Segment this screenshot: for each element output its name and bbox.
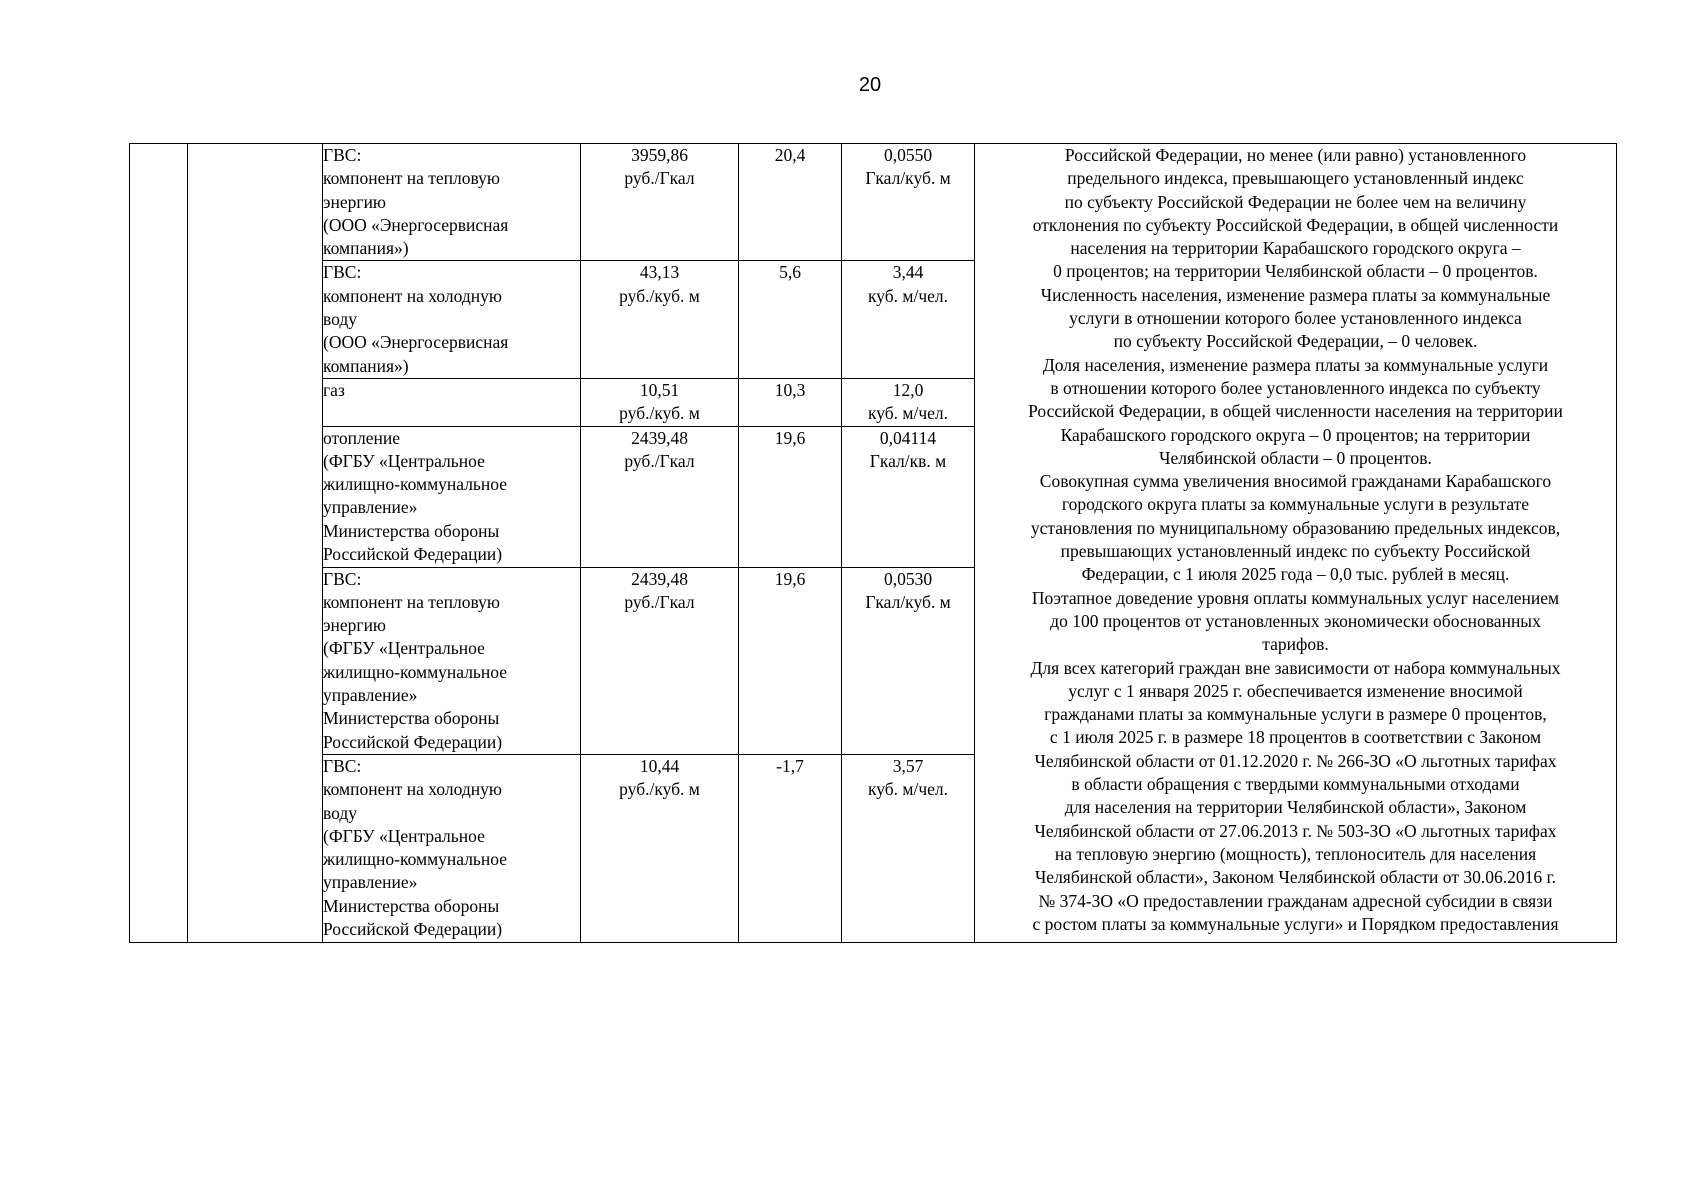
description-line: Российской Федерации, в общей численности населения на территории (1028, 401, 1563, 422)
description-line: тарифов. (1262, 634, 1329, 655)
index-cell (739, 144, 842, 261)
index-cell-text: -1,7 (776, 755, 804, 776)
volume-cell (842, 144, 975, 261)
description-line: Численность населения, изменение размера платы за коммунальные (1040, 284, 1551, 305)
tariff-cell-line: руб./Гкал (624, 168, 695, 189)
description-line: Челябинской области от 27.06.2013 г. № 503-ЗО «О льготных тарифах (1034, 820, 1557, 841)
description-line: Поэтапное доведение уровня оплаты коммунальных услуг населением (1031, 587, 1560, 608)
description-line: Челябинской области – 0 процентов. (1159, 447, 1432, 468)
description-line: в отношении которого более установленного индекса по субъекту (1050, 377, 1541, 398)
description-line: отклонения по субъекту Российской Федерации, в общей численности (1032, 214, 1559, 235)
tariff-cell-line: 2439,48 (631, 427, 688, 448)
volume-cell (842, 754, 975, 942)
service-cell-line: компонент на холодную (323, 285, 502, 306)
description-line: с ростом платы за коммунальные услуги» и Порядком предоставления (1032, 913, 1559, 934)
description-line: Карабашского городского округа – 0 процентов; на территории (1060, 424, 1531, 445)
volume-cell-line: Гкал/куб. м (865, 591, 951, 612)
description-line: до 100 процентов от установленных экономически обоснованных (1050, 610, 1541, 631)
description-line: Челябинской области от 01.12.2020 г. № 266-ЗО «О льготных тарифах (1034, 750, 1557, 771)
tariff-cell (581, 567, 739, 754)
service-cell-line: Министерства обороны (323, 520, 500, 541)
service-cell-line: ГВС: (323, 145, 362, 165)
tariff-cell-line: 2439,48 (631, 568, 688, 589)
volume-cell-line: Гкал/куб. м (865, 168, 951, 189)
tariff-cell (581, 378, 739, 426)
volume-cell-line: 3,44 (892, 262, 924, 283)
index-cell-text: 20,4 (774, 145, 806, 165)
index-cell (739, 378, 842, 426)
empty-municipality-cell (188, 144, 323, 943)
service-cell-line: Министерства обороны (323, 708, 500, 729)
index-cell-text: 19,6 (774, 568, 806, 589)
service-cell-line: (ФГБУ «Центральное (323, 450, 485, 471)
description-line: услуг с 1 января 2025 г. обеспечивается изменение вносимой (1068, 680, 1523, 701)
tariff-cell-line: 10,44 (639, 755, 680, 776)
description-line: населения на территории Карабашского городского округа – (1070, 238, 1521, 259)
service-cell-line: ГВС: (323, 755, 362, 776)
empty-number-cell (130, 144, 188, 943)
index-cell (739, 261, 842, 378)
service-cell-line: отопление (323, 427, 401, 448)
volume-cell-line: 0,04114 (879, 427, 937, 448)
service-cell-line: энергию (323, 615, 387, 636)
description-line: для населения на территории Челябинской области», Законом (1064, 797, 1527, 818)
description-line: по субъекту Российской Федерации не более чем на величину (1064, 191, 1527, 212)
tariff-cell-line: руб./куб. м (619, 285, 700, 306)
service-cell-line: (ООО «Энергосервисная (323, 332, 509, 353)
volume-cell-line: 3,57 (892, 755, 924, 776)
index-cell (739, 567, 842, 754)
volume-cell (842, 567, 975, 754)
volume-cell-line: 12,0 (892, 379, 924, 400)
service-cell-line: компания») (323, 238, 409, 259)
service-cell-line: энергию (323, 191, 387, 212)
page-number: 20 (858, 74, 882, 96)
service-cell-line: Российской Федерации) (323, 544, 503, 565)
service-cell-line: ГВС: (323, 262, 362, 283)
description-line: Совокупная сумма увеличения вносимой гражданами Карабашского (1039, 471, 1552, 492)
service-cell (323, 567, 581, 754)
tariff-cell-line: 3959,86 (631, 145, 688, 165)
description-line: № 374-ЗО «О предоставлении гражданам адресной субсидии в связи (1038, 890, 1553, 911)
tariff-cell-line: руб./Гкал (624, 450, 695, 471)
service-cell (323, 378, 581, 426)
service-cell (323, 426, 581, 567)
volume-cell-line: 0,0550 (883, 145, 933, 165)
tariff-cell-line: 43,13 (639, 262, 680, 283)
service-cell-line: жилищно-коммунальное (323, 661, 507, 682)
description-line: гражданами платы за коммунальные услуги в размере 0 процентов, (1044, 704, 1547, 725)
service-cell-line: газ (323, 379, 345, 400)
table-body (130, 144, 1617, 943)
tariff-cell-line: 10,51 (639, 379, 680, 400)
service-cell-line: воду (323, 802, 358, 823)
description-line: городского округа платы за коммунальные услуги в результате (1061, 494, 1530, 515)
volume-cell-line: куб. м/чел. (867, 779, 949, 800)
description-line: Доля населения, изменение размера платы за коммунальные услуги (1042, 354, 1549, 375)
service-cell-line: (ФГБУ «Центральное (323, 638, 485, 659)
description-line: в области обращения с твердыми коммунальными отходами (1071, 774, 1520, 795)
description-line: Российской Федерации, но менее (или равно) установленного (1064, 145, 1527, 165)
service-cell-line: компонент на тепловую (323, 168, 500, 189)
service-cell-line: жилищно-коммунальное (323, 849, 507, 870)
tariff-cell (581, 261, 739, 378)
description-line: Челябинской области», Законом Челябинской области от 30.06.2016 г. (1034, 867, 1557, 888)
service-cell-line: Министерства обороны (323, 895, 500, 916)
volume-cell (842, 261, 975, 378)
service-cell-line: (ФГБУ «Центральное (323, 825, 485, 846)
index-cell-text: 10,3 (774, 379, 806, 400)
index-cell-text: 5,6 (779, 262, 801, 283)
service-cell-line: управление» (323, 872, 418, 893)
service-cell (323, 261, 581, 378)
description-line: на тепловую энергию (мощность), теплоноситель для населения (1054, 843, 1537, 864)
tariff-cell (581, 754, 739, 942)
service-cell-line: компонент на тепловую (323, 591, 500, 612)
service-cell-line: управление» (323, 685, 418, 706)
description-line: с 1 июля 2025 г. в размере 18 процентов в соответствии с Законом (1049, 727, 1542, 748)
service-cell (323, 144, 581, 261)
index-cell-text: 19,6 (774, 427, 806, 448)
description-line: Федерации, с 1 июля 2025 года – 0,0 тыс. рублей в месяц. (1081, 564, 1510, 585)
volume-cell-line: куб. м/чел. (867, 403, 949, 424)
service-cell (323, 754, 581, 942)
description-line: по субъекту Российской Федерации, – 0 человек. (1113, 331, 1478, 352)
tariff-cell (581, 426, 739, 567)
service-cell-line: Российской Федерации) (323, 919, 503, 940)
description-line: Для всех категорий граждан вне зависимости от набора коммунальных (1030, 657, 1561, 678)
description-line: 0 процентов; на территории Челябинской области – 0 процентов. (1053, 261, 1538, 282)
service-cell-line: жилищно-коммунальное (323, 474, 507, 495)
service-cell-line: управление» (323, 497, 418, 518)
description-line: услуги в отношении которого более установленного индекса (1069, 308, 1522, 329)
volume-cell-line: 0,0530 (883, 568, 933, 589)
volume-cell (842, 426, 975, 567)
description-line: превышающих установленный индекс по субъекту Российской (1060, 541, 1531, 562)
service-cell-line: компонент на холодную (323, 779, 502, 800)
tariff-table (129, 143, 1617, 943)
tariff-cell-line: руб./куб. м (619, 779, 700, 800)
service-cell-line: воду (323, 309, 358, 330)
table-row (130, 144, 1617, 261)
volume-cell-line: куб. м/чел. (867, 285, 949, 306)
service-cell-line: компания») (323, 355, 409, 376)
volume-cell (842, 378, 975, 426)
service-cell-line: (ООО «Энергосервисная (323, 214, 509, 235)
description-line: предельного индекса, превышающего установленный индекс (1067, 168, 1524, 189)
tariff-cell-line: руб./Гкал (624, 591, 695, 612)
description-line: установления по муниципальному образованию предельных индексов, (1030, 517, 1561, 538)
description-cell (975, 144, 1617, 943)
index-cell (739, 754, 842, 942)
volume-cell-line: Гкал/кв. м (869, 450, 947, 471)
service-cell-line: ГВС: (323, 568, 362, 589)
index-cell (739, 426, 842, 567)
service-cell-line: Российской Федерации) (323, 731, 503, 752)
tariff-cell-line: руб./куб. м (619, 403, 700, 424)
tariff-cell (581, 144, 739, 261)
